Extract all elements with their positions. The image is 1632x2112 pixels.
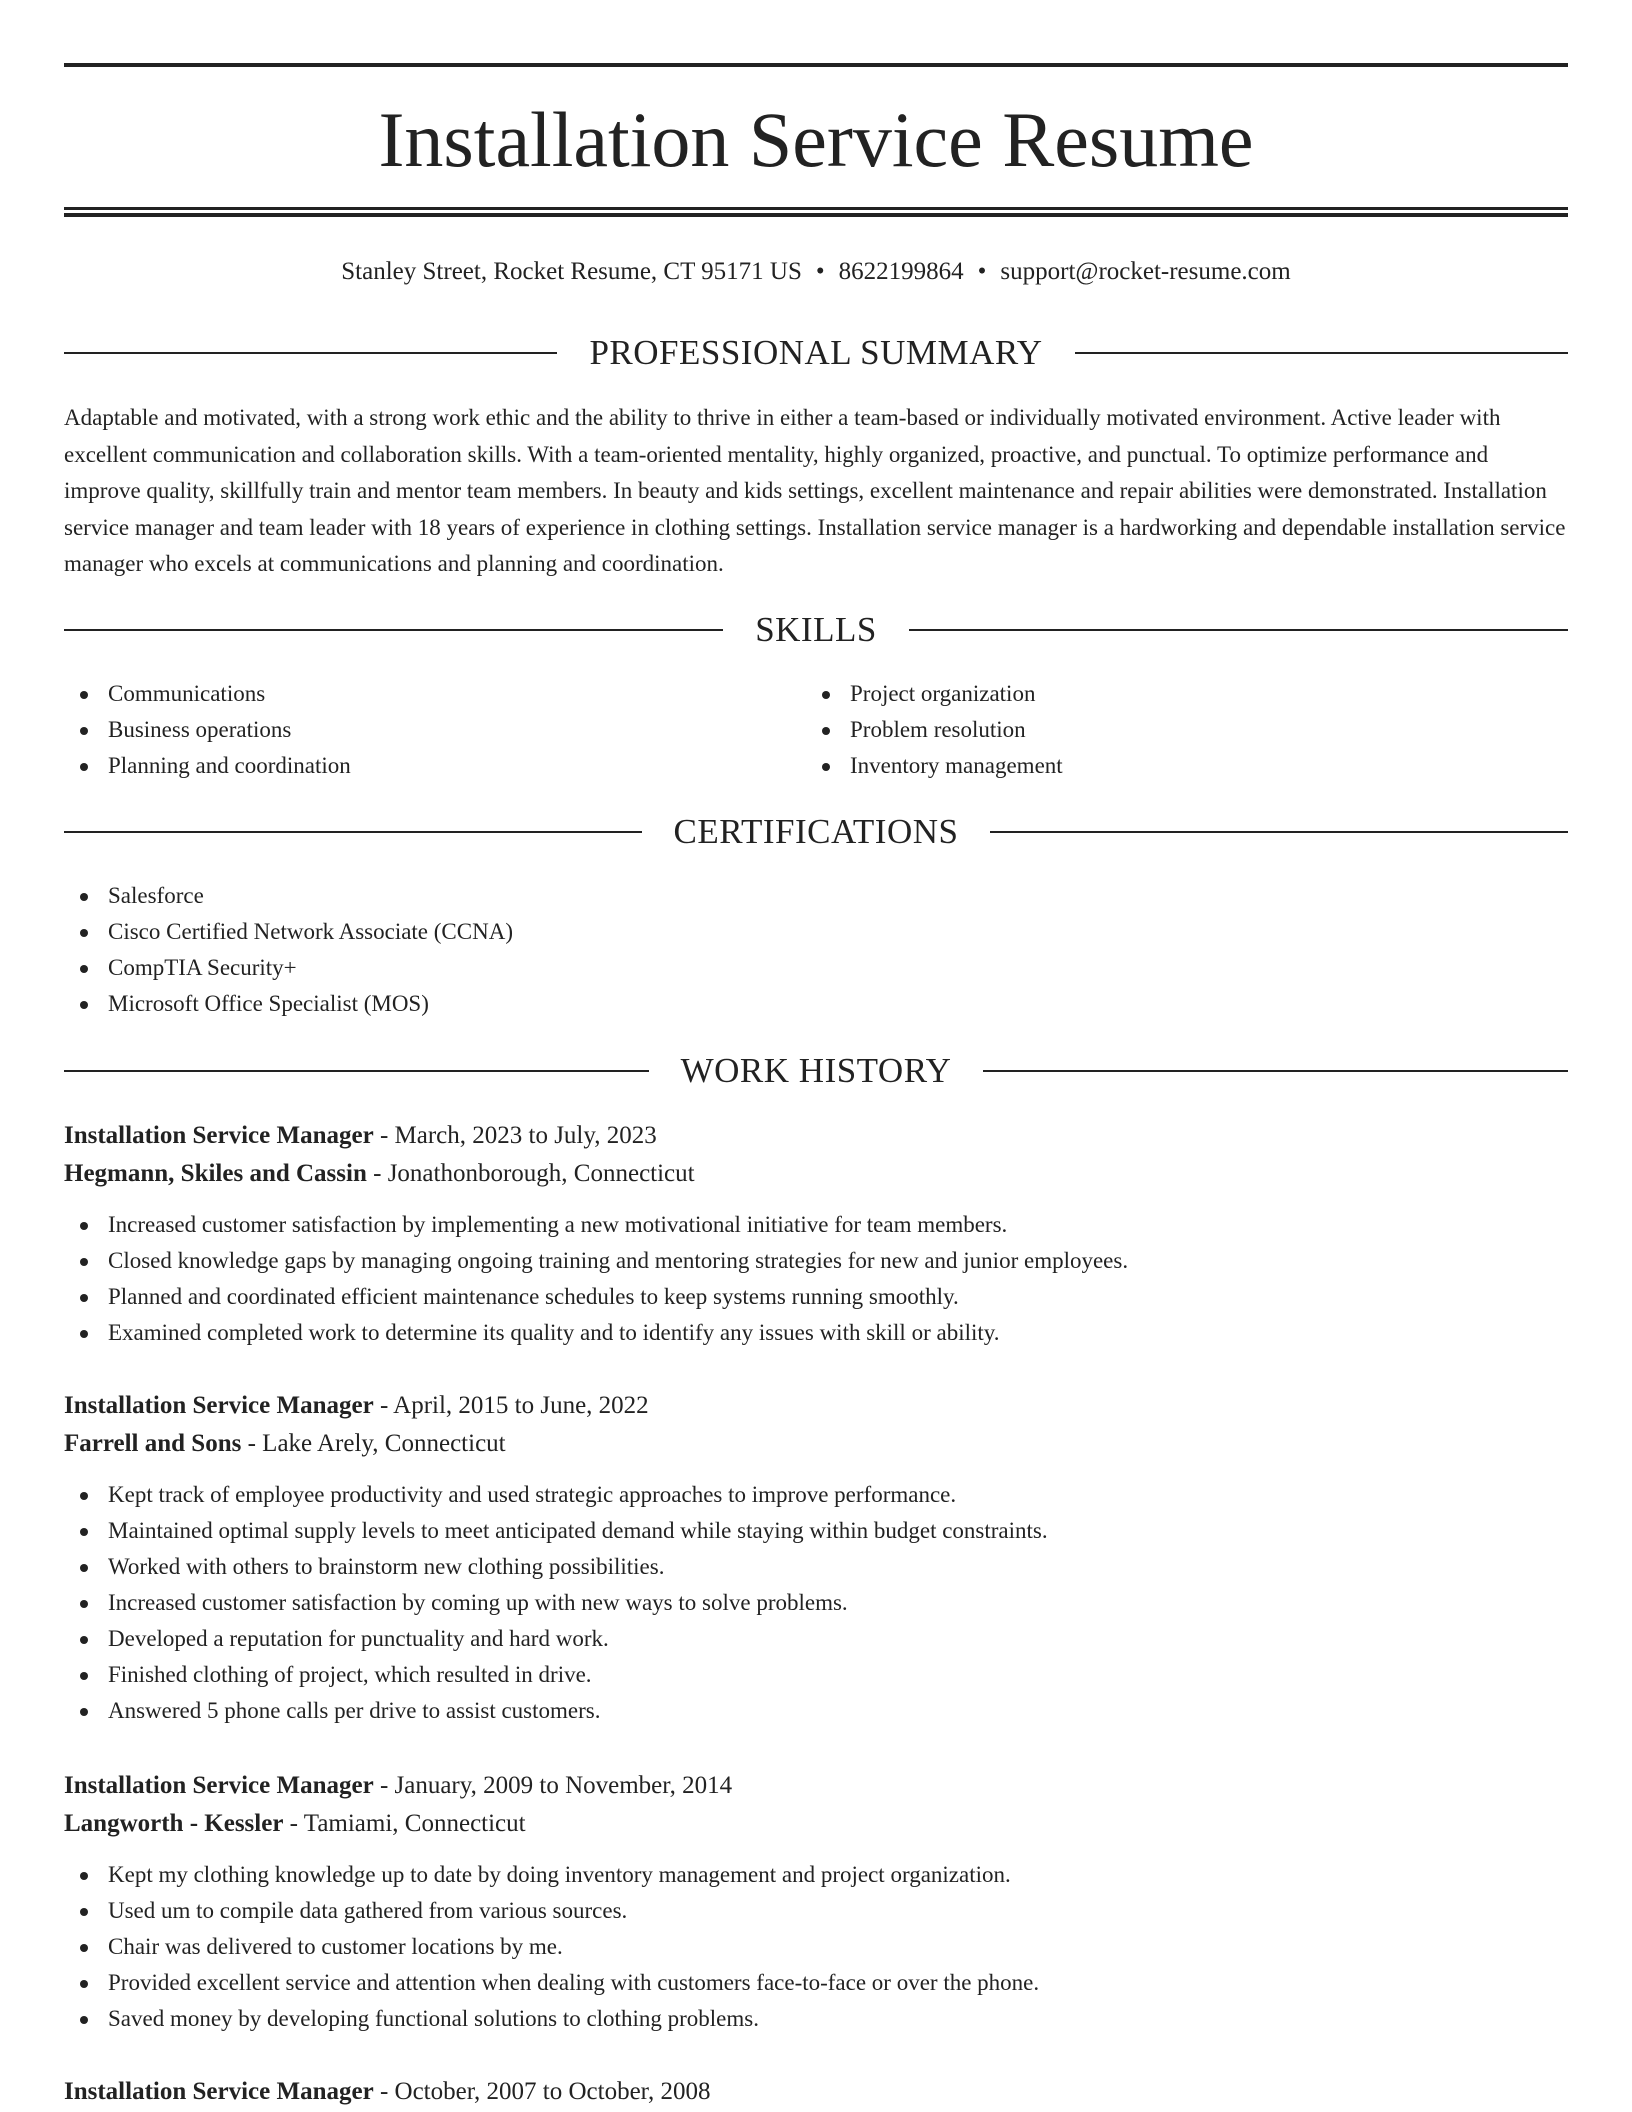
job-dash: - — [366, 1160, 388, 1187]
heading-rule — [909, 629, 1568, 631]
job-bullets — [64, 1477, 1568, 1729]
job-dash: - — [373, 1772, 395, 1799]
job-bullet: Worked with others to brainstorm new clothing possibilities. — [64, 1549, 1568, 1585]
job-dash: - — [373, 1392, 394, 1419]
job-entry — [64, 1767, 1568, 2037]
work-history-heading-label: WORK HISTORY — [680, 1051, 952, 1090]
job-bullet: Kept track of employee productivity and used strategic approaches to improve performance. — [64, 1477, 1568, 1513]
job-company: Farrell and Sons — [64, 1430, 242, 1457]
contact-email: support@rocket-resume.com — [1000, 258, 1291, 285]
certifications-list-wrap — [64, 878, 1568, 1022]
skills-heading-label: SKILLS — [755, 610, 877, 649]
skills-list-right — [806, 676, 1506, 784]
contact-phone: 8622199864 — [838, 258, 964, 285]
job-location: Tamiami, Connecticut — [303, 1810, 526, 1837]
heading-rule — [1075, 352, 1568, 354]
work-history-heading — [64, 1049, 1568, 1093]
skill-item: Planning and coordination — [64, 748, 764, 784]
job-dates: January, 2009 to November, 2014 — [394, 1772, 733, 1799]
certification-item: CompTIA Security+ — [64, 950, 1568, 986]
job-bullet: Kept my clothing knowledge up to date by doing inventory management and project organization. — [64, 1857, 1568, 1893]
job-dates: October, 2007 to October, 2008 — [394, 2078, 711, 2105]
heading-rule — [990, 831, 1568, 833]
heading-rule — [64, 1070, 649, 1072]
job-title-line — [64, 1387, 1568, 1425]
contact-separator: • — [815, 258, 825, 285]
job-bullet: Increased customer satisfaction by implementing a new motivational initiative for team members. — [64, 1207, 1568, 1243]
heading-rule — [983, 1070, 1568, 1072]
skill-item: Inventory management — [806, 748, 1506, 784]
job-bullet: Closed knowledge gaps by managing ongoing training and mentoring strategies for new and junior employees. — [64, 1243, 1568, 1279]
job-company: Hegmann, Skiles and Cassin — [64, 1160, 367, 1187]
job-dash: - — [283, 1810, 304, 1837]
certifications-heading — [64, 810, 1568, 854]
heading-rule — [64, 831, 642, 833]
heading-rule — [64, 629, 723, 631]
skills-column-left — [64, 676, 764, 784]
skill-item: Problem resolution — [806, 712, 1506, 748]
job-bullet: Used um to compile data gathered from various sources. — [64, 1893, 1568, 1929]
skill-item: Business operations — [64, 712, 764, 748]
job-bullet: Maintained optimal supply levels to meet anticipated demand while staying within budget constraints. — [64, 1513, 1568, 1549]
summary-heading — [64, 331, 1568, 375]
certification-item: Microsoft Office Specialist (MOS) — [64, 986, 1568, 1022]
job-role: Installation Service Manager — [64, 1122, 374, 1149]
job-role: Installation Service Manager — [64, 1392, 374, 1419]
title-double-rule — [64, 207, 1568, 217]
job-bullet: Provided excellent service and attention when dealing with customers face-to-face or over the phone. — [64, 1965, 1568, 2001]
skill-item: Communications — [64, 676, 764, 712]
certification-item: Salesforce — [64, 878, 1568, 914]
certifications-heading-label: CERTIFICATIONS — [673, 812, 959, 851]
job-dash: - — [373, 2078, 395, 2105]
summary-text: Adaptable and motivated, with a strong work ethic and the ability to thrive in either a team-based or individually motivated environment. Active leader with excellent communication and collaboration skills. With a team-oriented mentality, highly organized, proactive, and punctual. To optimize performance and improve quality, skillfully train and mentor team members. In beauty and kids settings, excellent maintenance and repair abilities were demonstrated. Installation service manager and team leader with 18 years of experience in clothing settings. Installation service manager is a hardworking and dependable installation service manager who excels at communications and planning and coordination. — [64, 405, 1566, 576]
job-location: Jonathonborough, Connecticut — [387, 1160, 695, 1187]
job-bullet: Finished clothing of project, which resulted in drive. — [64, 1657, 1568, 1693]
job-dates: March, 2023 to July, 2023 — [394, 1122, 657, 1149]
job-company-line — [64, 1805, 1568, 1843]
contact-address: Stanley Street, Rocket Resume, CT 95171 US — [341, 258, 802, 285]
resume-title: Installation Service Resume — [378, 96, 1254, 183]
job-role: Installation Service Manager — [64, 2078, 374, 2105]
top-rule — [64, 63, 1568, 67]
job-entry — [64, 1117, 1568, 1351]
contact-line — [64, 256, 1568, 288]
job-entry — [64, 2073, 1568, 2111]
job-title-line — [64, 2073, 1568, 2111]
heading-rule — [64, 352, 557, 354]
job-dash: - — [241, 1430, 263, 1457]
contact-separator: • — [977, 258, 987, 285]
summary-heading-label: PROFESSIONAL SUMMARY — [589, 333, 1043, 372]
job-title-line — [64, 1767, 1568, 1805]
job-bullet: Examined completed work to determine its quality and to identify any issues with skill or ability. — [64, 1315, 1568, 1351]
job-bullet: Planned and coordinated efficient maintenance schedules to keep systems running smoothly. — [64, 1279, 1568, 1315]
job-bullets — [64, 1857, 1568, 2037]
job-bullet: Chair was delivered to customer locations by me. — [64, 1929, 1568, 1965]
job-bullet: Saved money by developing functional solutions to clothing problems. — [64, 2001, 1568, 2037]
job-company: Langworth - Kessler — [64, 1810, 284, 1837]
job-role: Installation Service Manager — [64, 1772, 374, 1799]
certification-item: Cisco Certified Network Associate (CCNA) — [64, 914, 1568, 950]
skills-column-right — [806, 676, 1506, 784]
skill-item: Project organization — [806, 676, 1506, 712]
job-dash: - — [373, 1122, 395, 1149]
job-bullet: Increased customer satisfaction by coming up with new ways to solve problems. — [64, 1585, 1568, 1621]
skills-list-left — [64, 676, 764, 784]
job-title-line — [64, 1117, 1568, 1155]
job-bullets — [64, 1207, 1568, 1351]
job-company-line — [64, 1425, 1568, 1463]
job-bullet: Answered 5 phone calls per drive to assist customers. — [64, 1693, 1568, 1729]
job-bullet: Developed a reputation for punctuality and hard work. — [64, 1621, 1568, 1657]
certifications-list — [64, 878, 1568, 1022]
skills-heading — [64, 608, 1568, 652]
job-dates: April, 2015 to June, 2022 — [393, 1392, 649, 1419]
job-company-line — [64, 1155, 1568, 1193]
job-entry — [64, 1387, 1568, 1729]
job-location: Lake Arely, Connecticut — [262, 1430, 506, 1457]
